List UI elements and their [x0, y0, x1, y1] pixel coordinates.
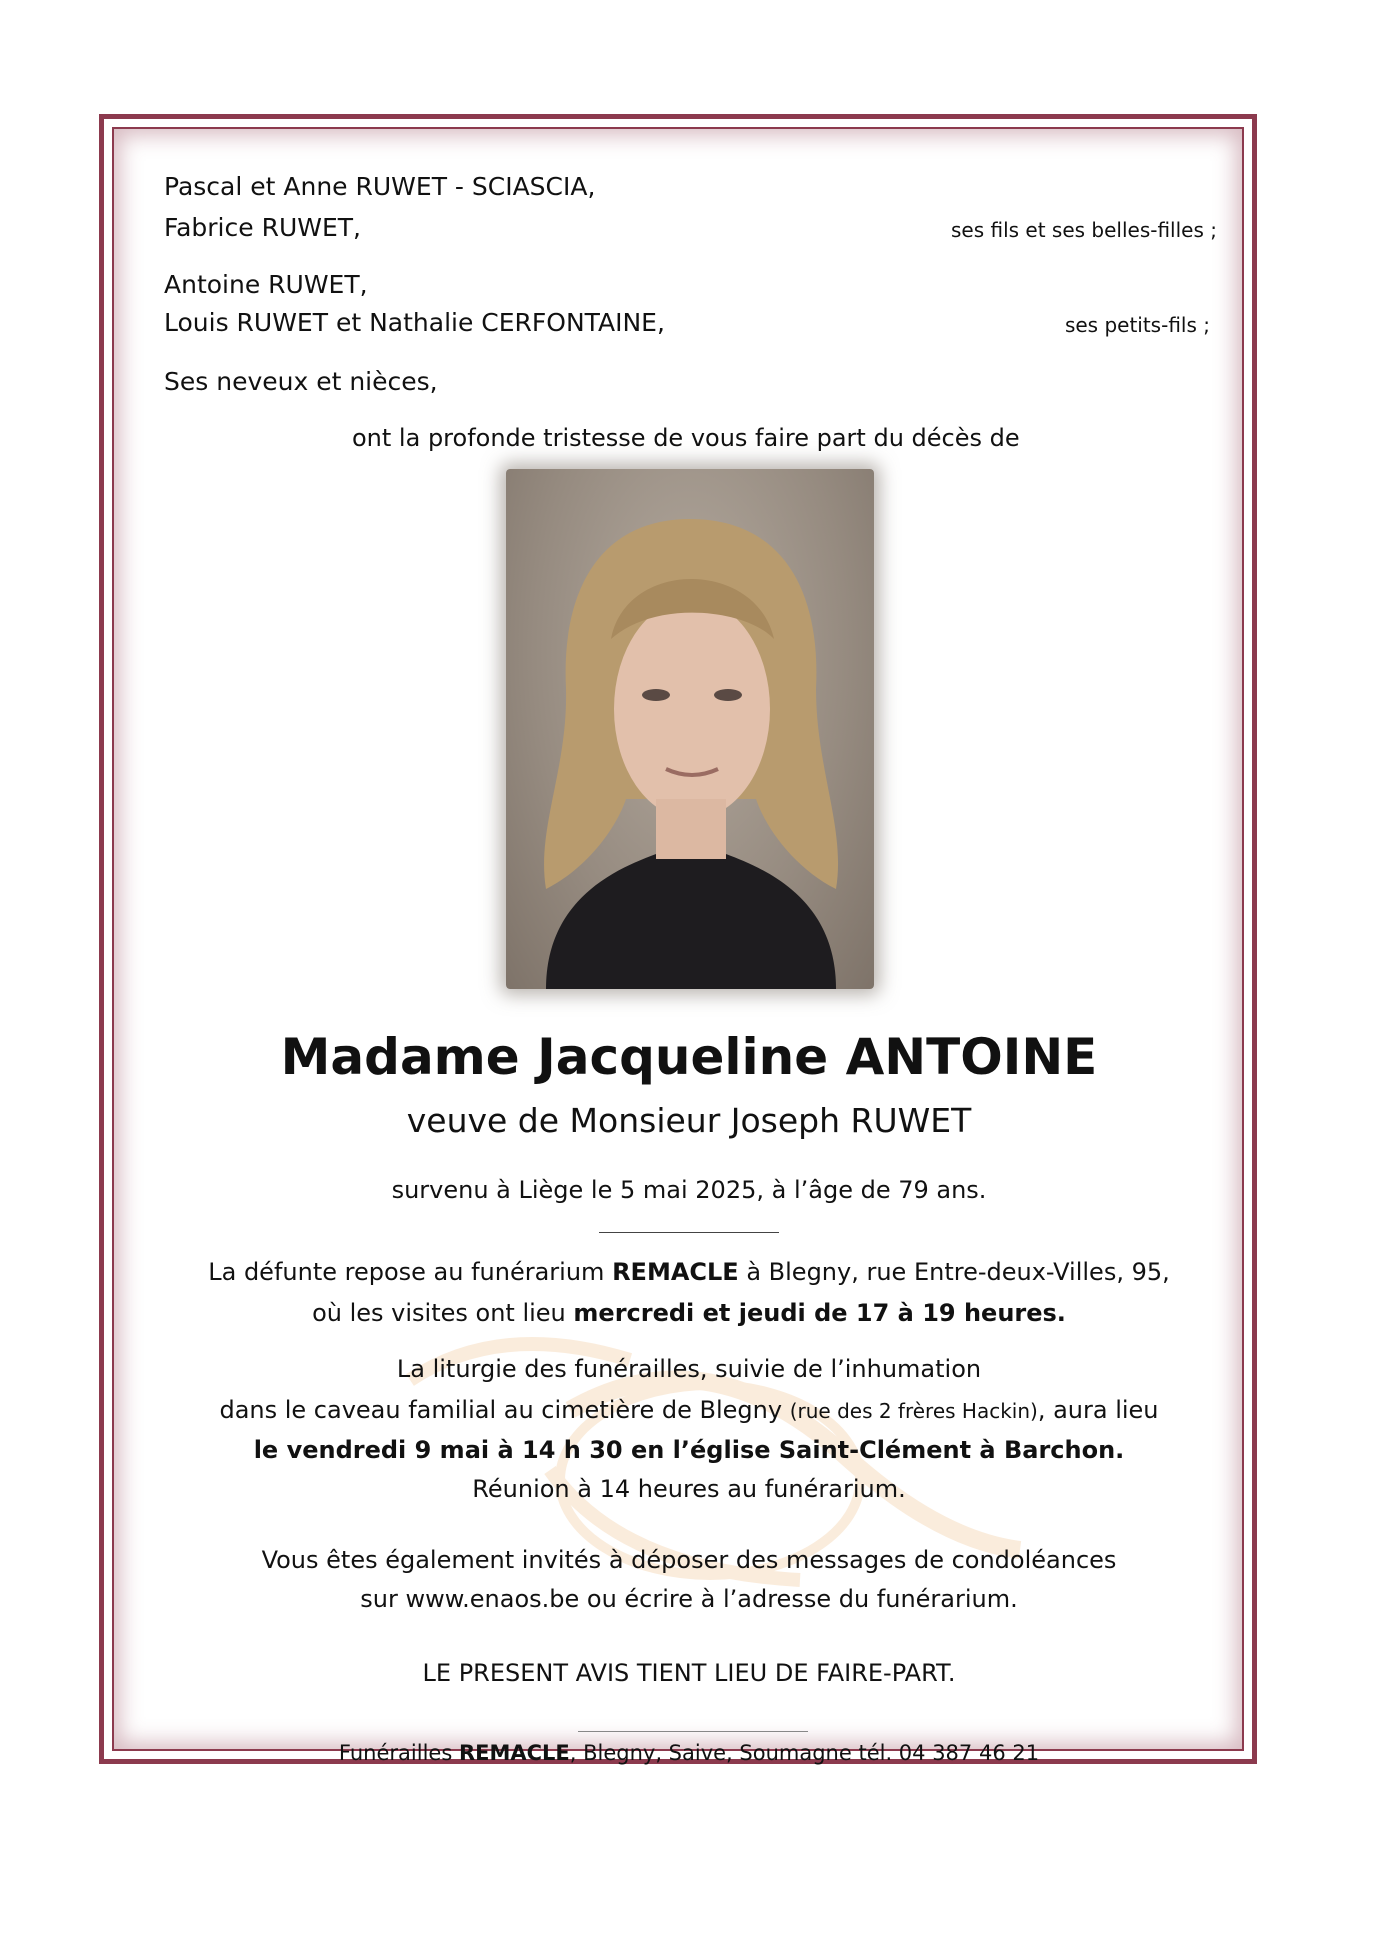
footer-divider	[578, 1731, 808, 1732]
family-role-sons: ses fils et ses belles-filles ;	[950, 218, 1217, 242]
condolences-line-1: Vous êtes également invités à déposer des messages de condoléances	[261, 1546, 1117, 1574]
funeral-line-2: dans le caveau familial au cimetière de Blegny (rue des 2 frères Hackin), aura lieu	[219, 1396, 1159, 1424]
condolences-line-2: sur www.enaos.be ou écrire à l’adresse du funérarium.	[360, 1585, 1018, 1613]
family-line-sons-2: Fabrice RUWET,	[164, 213, 361, 242]
funeral-line-1: La liturgie des funérailles, suivie de l’inhumation	[396, 1355, 982, 1383]
family-line-sons-1: Pascal et Anne RUWET - SCIASCIA,	[164, 172, 596, 201]
footer-text: Funérailles REMACLE, Blegny, Saive, Soumagne tél. 04 387 46 21	[338, 1741, 1040, 1765]
divider	[599, 1232, 779, 1233]
funeral-line-3: le vendredi 9 mai à 14 h 30 en l’église Saint-Clément à Barchon.	[253, 1436, 1125, 1464]
death-info: survenu à Liège le 5 mai 2025, à l’âge de 79 ans.	[391, 1176, 987, 1204]
viewing-line-1: La défunte repose au funérarium REMACLE à Blegny, rue Entre-deux-Villes, 95,	[208, 1258, 1170, 1286]
viewing-line-2: où les visites ont lieu mercredi et jeudi de 17 à 19 heures.	[312, 1299, 1066, 1327]
portrait-photo	[506, 469, 874, 989]
funeral-line-4: Réunion à 14 heures au funérarium.	[472, 1475, 906, 1503]
family-line-grandsons-1: Antoine RUWET,	[164, 270, 368, 299]
family-line-grandsons-2: Louis RUWET et Nathalie CERFONTAINE,	[164, 308, 665, 337]
family-role-grandsons: ses petits-fils ;	[1064, 313, 1210, 337]
notice-text: LE PRESENT AVIS TIENT LIEU DE FAIRE-PART.	[422, 1659, 956, 1687]
family-line-nephews: Ses neveux et nièces,	[164, 367, 438, 396]
deceased-spouse: veuve de Monsieur Joseph RUWET	[406, 1101, 972, 1140]
deceased-name: Madame Jacqueline ANTOINE	[280, 1028, 1098, 1086]
announcement-text: ont la profonde tristesse de vous faire part du décès de	[352, 424, 1020, 452]
